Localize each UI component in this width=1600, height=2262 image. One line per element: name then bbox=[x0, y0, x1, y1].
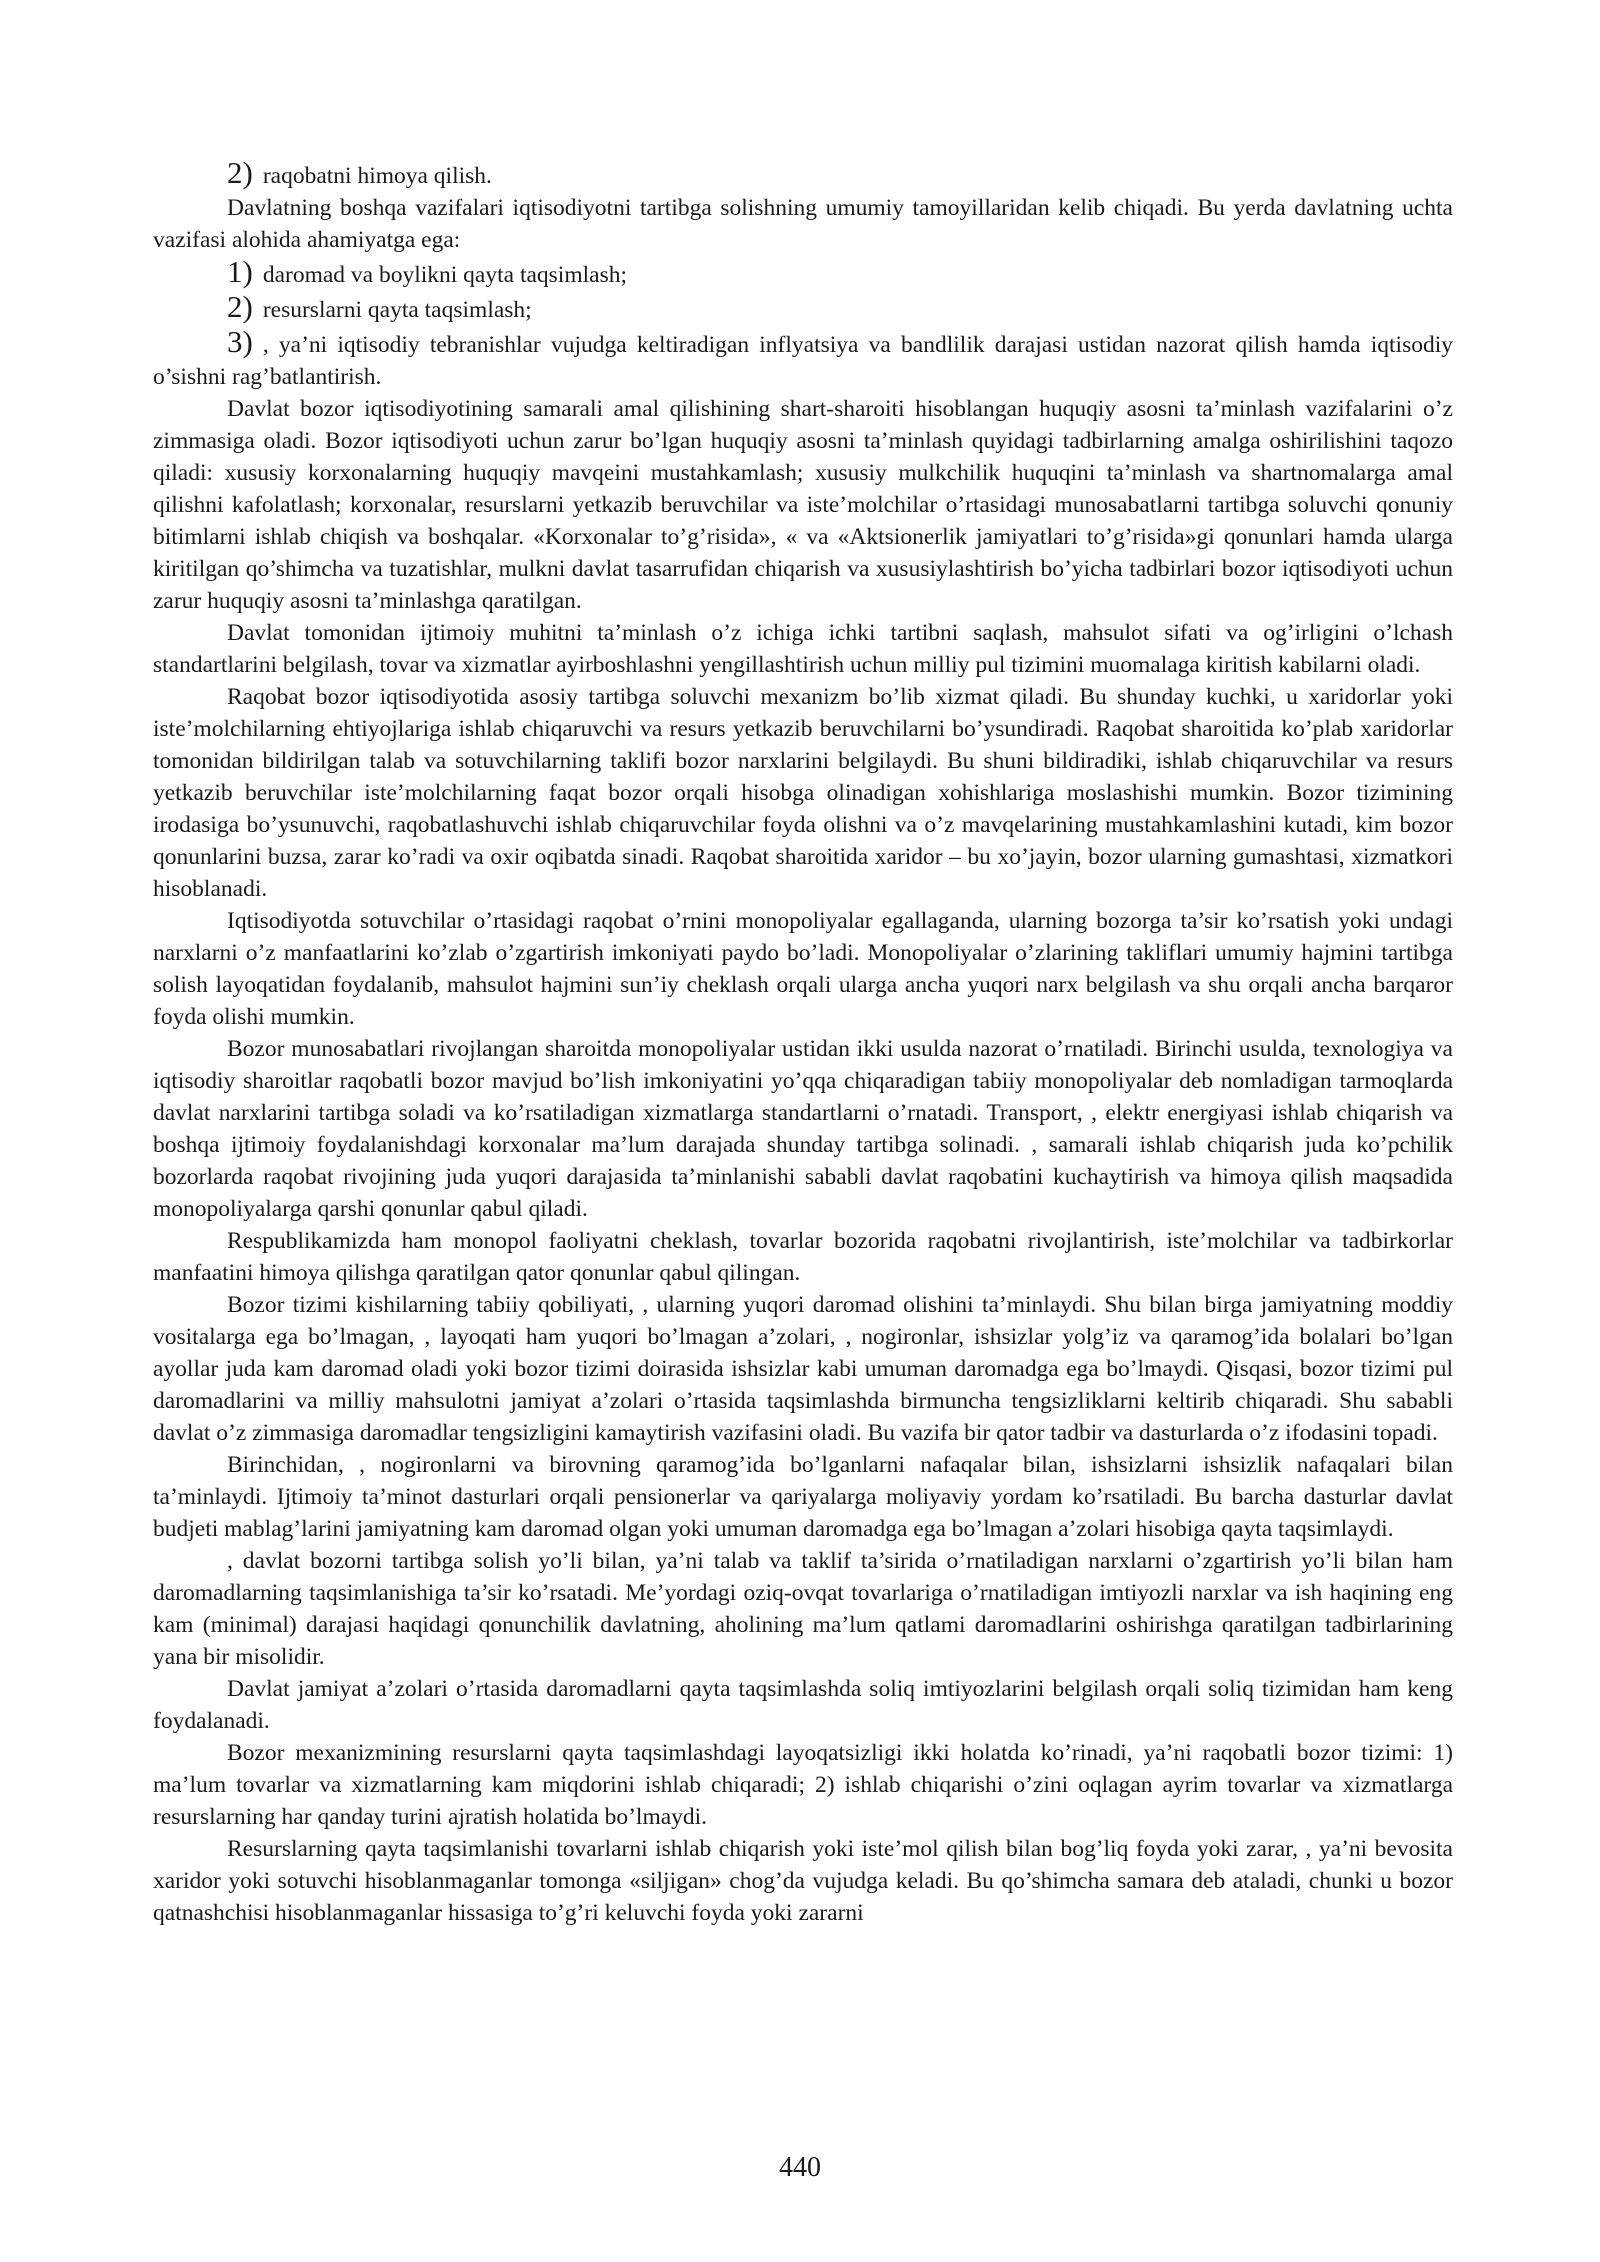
list-number: 2) bbox=[227, 155, 253, 190]
paragraph: Davlatning boshqa vazifalari iqtisodiyotni tartibga solishning umumiy tamoyillaridan kelib chiqadi. Bu yerda davlatning uchta vazifasi alohida ahamiyatga ega: bbox=[153, 195, 1453, 253]
paragraph: Bozor munosabatlari rivojlangan sharoitda monopoliyalar ustidan ikki usulda nazorat o’rnatiladi. Birinchi usulda, texnologiya va iqtisodiy sharoitlar raqobatli bozor mavjud bo’lish imkoniyatini yo’qqa chiqaradigan tabiiy monopoliyalar deb nomladigan tarmoqlarda davlat narxlarini tartibga soladi va ko’rsatiladigan xizmatlarga standartlarni o’rnatadi. Transport, , elektr energiyasi ishlab chiqarish va boshqa ijtimoiy foydalanishdagi korxonalar ma’lum darajada shunday tartibga solinadi. , samarali ishlab chiqarish juda ko’pchilik bozorlarda raqobat rivojining juda yuqori darajasida ta’minlanishi sababli davlat raqobatini kuchaytirish va himoya qilish maqsadida monopoliyalarga qarshi qonunlar qabul qiladi. bbox=[153, 1036, 1453, 1222]
page-body bbox=[153, 157, 1453, 1929]
paragraph: Davlat bozor iqtisodiyotining samarali amal qilishining shart-sharoiti hisoblangan huquqiy asosni ta’minlash vazifalarini o’z zimmasiga oladi. Bozor iqtisodiyoti uchun zarur bo’lgan huquqiy asosni ta’minlash quyidagi tadbirlarning amalga oshirilishini taqozo qiladi: xususiy korxonalarning huquqiy mavqeini mustahkamlash; xususiy mulkchilik huquqini ta’minlash va shartnomalarga amal qilishni kafolatlash; korxonalar, resurslarni yetkazib beruvchilar va iste’molchilar o’rtasidagi munosabatlarni tartibga soluvchi qonuniy bitimlarni ishlab chiqish va boshqalar. «Korxonalar to’g’risida», « va «Aktsionerlik jamiyatlari to’g’risida»gi qonunlari hamda ularga kiritilgan qo’shimcha va tuzatishlar, mulkni davlat tasarrufidan chiqarish va xususiylashtirish bo’yicha tadbirlari bozor iqtisodiyoti uchun zarur huquqiy asosni ta’minlashga qaratilgan. bbox=[153, 396, 1453, 614]
paragraph: Resurslarning qayta taqsimlanishi tovarlarni ishlab chiqarish yoki iste’mol qilish bilan bog’liq foyda yoki zarar, , ya’ni bevosita xaridor yoki sotuvchi hisoblanmaganlar tomonga «siljigan» chog’da vujudga keladi. Bu qo’shimcha samara deb ataladi, chunki u bozor qatnashchisi hisoblanmaganlar hissasiga to’g’ri keluvchi foyda yoki zararni bbox=[153, 1836, 1453, 1926]
list-number: 2) bbox=[227, 289, 253, 324]
page-number: 440 bbox=[779, 2152, 821, 2183]
list-item bbox=[153, 256, 1453, 291]
paragraph: , davlat bozorni tartibga solish yo’li bilan, ya’ni talab va taklif ta’sirida o’rnatiladigan narxlarni o’zgartirish yo’li bilan ham daromadlarning taqsimlanishiga ta’sir ko’rsatadi. Me’yordagi oziq-ovqat tovarlariga o’rnatiladigan imtiyozli narxlar va ish haqining eng kam (minimal) darajasi haqidagi qonunchilik davlatning, aholining ma’lum qatlami daromadlarini oshirishga qaratilgan tadbirlarining yana bir misolidir. bbox=[153, 1548, 1453, 1670]
list-item bbox=[153, 157, 1453, 192]
paragraph: Davlat tomonidan ijtimoiy muhitni ta’minlash o’z ichiga ichki tartibni saqlash, mahsulot sifati va og’irligini o’lchash standartlarini belgilash, tovar va xizmatlar ayirboshlashni yengillashtirish uchun milliy pul tizimini muomalaga kiritish kabilarni oladi. bbox=[153, 620, 1453, 678]
list-number: 3) bbox=[227, 324, 253, 359]
paragraph: Bozor mexanizmining resurslarni qayta taqsimlashdagi layoqatsizligi ikki holatda ko’rinadi, ya’ni raqobatli bozor tizimi: 1) ma’lum tovarlar va xizmatlarning kam miqdorini ishlab chiqaradi; 2) ishlab chiqarishi o’zini oqlagan ayrim tovarlar va xizmatlarga resurslarning har qanday turini ajratish holatida bo’lmaydi. bbox=[153, 1740, 1453, 1830]
list-number: 1) bbox=[227, 254, 253, 289]
paragraph: Davlat jamiyat a’zolari o’rtasida daromadlarni qayta taqsimlashda soliq imtiyozlarini belgilash orqali soliq tizimidan ham keng foydalanadi. bbox=[153, 1676, 1453, 1734]
list-item-text: raqobatni himoya qilish. bbox=[262, 163, 492, 189]
list-item-text: , ya’ni iqtisodiy tebranishlar vujudga keltiradigan inflyatsiya va bandlilik darajasi ustidan nazorat qilish hamda iqtisodiy o’sishni rag’batlantirish. bbox=[153, 332, 1453, 390]
list-item-text: daromad va boylikni qayta taqsimlash; bbox=[262, 262, 627, 288]
paragraph: Iqtisodiyotda sotuvchilar o’rtasidagi raqobat o’rnini monopoliyalar egallaganda, ularning bozorga ta’sir ko’rsatish yoki undagi narxlarni o’z manfaatlarini ko’zlab o’zgartirish imkoniyati paydo bo’ladi. Monopoliyalar o’zlarining takliflari umumiy hajmini tartibga solish layoqatidan foydalanib, mahsulot hajmini sun’iy cheklash orqali ularga ancha yuqori narx belgilash va shu orqali ancha barqaror foyda olishi mumkin. bbox=[153, 908, 1453, 1030]
paragraph: Birinchidan, , nogironlarni va birovning qaramog’ida bo’lganlarni nafaqalar bilan, ishsizlarni ishsizlik nafaqalari bilan ta’minlaydi. Ijtimoiy ta’minot dasturlari orqali pensionerlar va qariyalarga moliyaviy yordam ko’rsatiladi. Bu barcha dasturlar davlat budjeti mablag’larini jamiyatning kam daromad olgan yoki umuman daromadga ega bo’lmagan a’zolari hisobiga qayta taqsimlaydi. bbox=[153, 1452, 1453, 1542]
paragraph: Bozor tizimi kishilarning tabiiy qobiliyati, , ularning yuqori daromad olishini ta’minlaydi. Shu bilan birga jamiyatning moddiy vositalarga ega bo’lmagan, , layoqati ham yuqori bo’lmagan a’zolari, , nogironlar, ishsizlar yolg’iz va qaramog’ida bolalari bo’lgan ayollar juda kam daromad oladi yoki bozor tizimi doirasida ishsizlar kabi umuman daromadga ega bo’lmaydi. Qisqasi, bozor tizimi pul daromadlarini va milliy mahsulotni jamiyat a’zolari o’rtasida taqsimlashda birmuncha tengsizliklarni keltirib chiqaradi. Shu sababli davlat o’z zimmasiga daromadlar tengsizligini kamaytirish vazifasini oladi. Bu vazifa bir qator tadbir va dasturlarda o’z ifodasini topadi. bbox=[153, 1292, 1453, 1446]
paragraph: Respublikamizda ham monopol faoliyatni cheklash, tovarlar bozorida raqobatni rivojlantirish, iste’molchilar va tadbirkorlar manfaatini himoya qilishga qaratilgan qator qonunlar qabul qilingan. bbox=[153, 1228, 1453, 1286]
list-item bbox=[153, 326, 1453, 393]
list-item bbox=[153, 291, 1453, 326]
list-item-text: resurslarni qayta taqsimlash; bbox=[262, 297, 532, 323]
paragraph: Raqobat bozor iqtisodiyotida asosiy tartibga soluvchi mexanizm bo’lib xizmat qiladi. Bu shunday kuchki, u xaridorlar yoki iste’molchilarning ehtiyojlariga ishlab chiqaruvchi va resurs yetkazib beruvchilarni bo’ysundiradi. Raqobat sharoitida ko’plab xaridorlar tomonidan bildirilgan talab va sotuvchilarning taklifi bozor narxlarini belgilaydi. Bu shuni bildiradiki, ishlab chiqaruvchilar va resurs yetkazib beruvchilar iste’molchilarning faqat bozor orqali hisobga olinadigan xohishlariga moslashishi mumkin. Bozor tizimining irodasiga bo’ysunuvchi, raqobatlashuvchi ishlab chiqaruvchilar foyda olishni va o’z mavqelarining mustahkamlashini kutadi, kim bozor qonunlarini buzsa, zarar ko’radi va oxir oqibatda sinadi. Raqobat sharoitida xaridor – bu xo’jayin, bozor ularning gumashtasi, xizmatkori hisoblanadi. bbox=[153, 684, 1453, 902]
